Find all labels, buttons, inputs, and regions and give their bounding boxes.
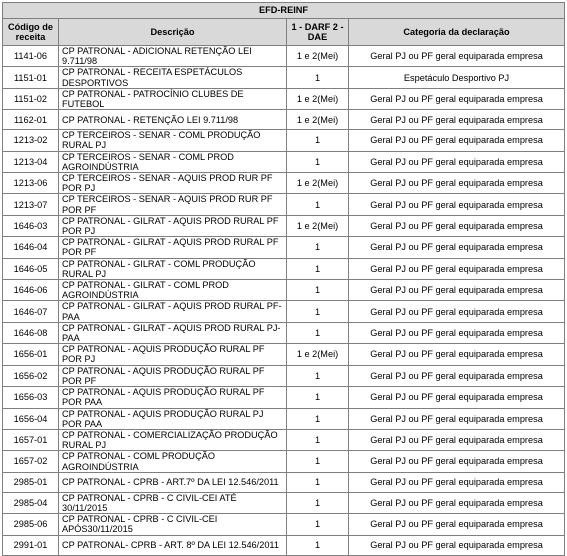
table-row — [3, 408, 565, 429]
cell-category: Geral PJ ou PF geral equiparada empresa — [349, 472, 565, 492]
cell-category: Geral PJ ou PF geral equiparada empresa — [349, 301, 565, 322]
cell-code: 1213-02 — [3, 130, 59, 151]
cell-description: CP PATRONAL- CPRB - ART. 8º DA LEI 12.546/2011 — [59, 535, 287, 555]
cell-darf: 1 — [287, 280, 349, 301]
cell-code: 1162-01 — [3, 110, 59, 130]
table-row — [3, 301, 565, 322]
cell-code: 1646-08 — [3, 322, 59, 343]
table-row — [3, 535, 565, 555]
table-row — [3, 514, 565, 535]
cell-category: Geral PJ ou PF geral equiparada empresa — [349, 387, 565, 408]
cell-darf: 1 — [287, 237, 349, 258]
cell-category: Geral PJ ou PF geral equiparada empresa — [349, 215, 565, 236]
cell-code: 2985-06 — [3, 514, 59, 535]
cell-category: Geral PJ ou PF geral equiparada empresa — [349, 429, 565, 450]
table-row — [3, 88, 565, 109]
cell-description: CP PATRONAL - GILRAT - COML PROD AGROINDÚSTRIA — [59, 280, 287, 301]
cell-code: 1657-01 — [3, 429, 59, 450]
table-title: EFD-REINF — [3, 3, 565, 19]
cell-darf: 1 — [287, 258, 349, 279]
cell-code: 1213-04 — [3, 151, 59, 172]
cell-description: CP TERCEIROS - SENAR - COML PRODUÇÃO RURAL PJ — [59, 130, 287, 151]
cell-code: 1213-07 — [3, 194, 59, 215]
header-description: Descrição — [59, 19, 287, 46]
table-row — [3, 237, 565, 258]
cell-darf: 1 — [287, 472, 349, 492]
cell-category: Geral PJ ou PF geral equiparada empresa — [349, 110, 565, 130]
cell-darf: 1 e 2(Mei) — [287, 173, 349, 194]
cell-darf: 1 e 2(Mei) — [287, 215, 349, 236]
cell-code: 1656-03 — [3, 387, 59, 408]
cell-description: CP PATRONAL - RETENÇÃO LEI 9.711/98 — [59, 110, 287, 130]
cell-darf: 1 — [287, 130, 349, 151]
cell-description: CP PATRONAL - GILRAT - COML PRODUÇÃO RURAL PJ — [59, 258, 287, 279]
efd-reinf-table-container — [2, 2, 564, 556]
cell-code: 1151-02 — [3, 88, 59, 109]
cell-darf: 1 — [287, 322, 349, 343]
cell-description: CP PATRONAL - PATROCÍNIO CLUBES DE FUTEBOL — [59, 88, 287, 109]
table-row — [3, 258, 565, 279]
cell-description: CP PATRONAL - GILRAT - AQUIS PROD RURAL PF-PAA — [59, 301, 287, 322]
cell-category: Geral PJ ou PF geral equiparada empresa — [349, 535, 565, 555]
cell-darf: 1 — [287, 387, 349, 408]
cell-description: CP PATRONAL - GILRAT - AQUIS PROD RURAL PF POR PF — [59, 237, 287, 258]
cell-description: CP TERCEIROS - SENAR - AQUIS PROD RUR PF POR PJ — [59, 173, 287, 194]
cell-code: 2985-04 — [3, 492, 59, 513]
cell-category: Geral PJ ou PF geral equiparada empresa — [349, 151, 565, 172]
table-row — [3, 110, 565, 130]
cell-darf: 1 — [287, 301, 349, 322]
cell-category: Espetáculo Desportivo PJ — [349, 67, 565, 88]
cell-darf: 1 e 2(Mei) — [287, 344, 349, 365]
table-body — [3, 46, 565, 556]
cell-code: 1657-02 — [3, 451, 59, 472]
table-row — [3, 194, 565, 215]
cell-category: Geral PJ ou PF geral equiparada empresa — [349, 492, 565, 513]
table-row — [3, 280, 565, 301]
cell-category: Geral PJ ou PF geral equiparada empresa — [349, 46, 565, 67]
cell-code: 2985-01 — [3, 472, 59, 492]
cell-category: Geral PJ ou PF geral equiparada empresa — [349, 194, 565, 215]
table-row — [3, 46, 565, 67]
cell-category: Geral PJ ou PF geral equiparada empresa — [349, 130, 565, 151]
cell-description: CP PATRONAL - CPRB - ART.7º DA LEI 12.546/2011 — [59, 472, 287, 492]
cell-code: 1151-01 — [3, 67, 59, 88]
cell-code: 1656-01 — [3, 344, 59, 365]
efd-reinf-table — [2, 2, 565, 556]
table-row — [3, 387, 565, 408]
cell-description: CP TERCEIROS - SENAR - AQUIS PROD RUR PF POR PF — [59, 194, 287, 215]
cell-code: 1213-06 — [3, 173, 59, 194]
cell-darf: 1 — [287, 408, 349, 429]
cell-description: CP PATRONAL - GILRAT - AQUIS PROD RURAL PF POR PJ — [59, 215, 287, 236]
cell-category: Geral PJ ou PF geral equiparada empresa — [349, 88, 565, 109]
cell-darf: 1 — [287, 194, 349, 215]
cell-darf: 1 — [287, 67, 349, 88]
table-row — [3, 215, 565, 236]
cell-category: Geral PJ ou PF geral equiparada empresa — [349, 258, 565, 279]
table-row — [3, 429, 565, 450]
cell-description: CP PATRONAL - GILRAT - AQUIS PROD RURAL PJ-PAA — [59, 322, 287, 343]
cell-category: Geral PJ ou PF geral equiparada empresa — [349, 280, 565, 301]
cell-code: 1646-04 — [3, 237, 59, 258]
cell-description: CP PATRONAL - AQUIS PRODUÇÃO RURAL PF POR PF — [59, 365, 287, 386]
cell-description: CP TERCEIROS - SENAR - COML PROD AGROINDÚSTRIA — [59, 151, 287, 172]
cell-darf: 1 — [287, 492, 349, 513]
cell-category: Geral PJ ou PF geral equiparada empresa — [349, 322, 565, 343]
cell-category: Geral PJ ou PF geral equiparada empresa — [349, 237, 565, 258]
table-row — [3, 322, 565, 343]
cell-description: CP PATRONAL - RECEITA ESPETÁCULOS DESPORTIVOS — [59, 67, 287, 88]
cell-code: 2991-01 — [3, 535, 59, 555]
cell-category: Geral PJ ou PF geral equiparada empresa — [349, 408, 565, 429]
table-row — [3, 151, 565, 172]
cell-code: 1646-05 — [3, 258, 59, 279]
cell-darf: 1 — [287, 151, 349, 172]
table-row — [3, 130, 565, 151]
header-code: Código de receita — [3, 19, 59, 46]
table-row — [3, 344, 565, 365]
table-row — [3, 173, 565, 194]
cell-category: Geral PJ ou PF geral equiparada empresa — [349, 173, 565, 194]
cell-code: 1656-04 — [3, 408, 59, 429]
cell-description: CP PATRONAL - AQUIS PRODUÇÃO RURAL PJ POR PAA — [59, 408, 287, 429]
cell-description: CP PATRONAL - ADICIONAL RETENÇÃO LEI 9.711/98 — [59, 46, 287, 67]
cell-description: CP PATRONAL - AQUIS PRODUÇÃO RURAL PF POR PAA — [59, 387, 287, 408]
cell-description: CP PATRONAL - CPRB - C CIVIL-CEI APÓS30/11/2015 — [59, 514, 287, 535]
cell-category: Geral PJ ou PF geral equiparada empresa — [349, 514, 565, 535]
cell-darf: 1 — [287, 451, 349, 472]
cell-category: Geral PJ ou PF geral equiparada empresa — [349, 344, 565, 365]
cell-description: CP PATRONAL - AQUIS PRODUÇÃO RURAL PF POR PJ — [59, 344, 287, 365]
cell-description: CP PATRONAL - COMERCIALIZAÇÃO PRODUÇÃO RURAL PJ — [59, 429, 287, 450]
cell-darf: 1 — [287, 429, 349, 450]
table-row — [3, 472, 565, 492]
cell-code: 1646-03 — [3, 215, 59, 236]
cell-darf: 1 — [287, 535, 349, 555]
header-category: Categoria da declaração — [349, 19, 565, 46]
table-row — [3, 365, 565, 386]
cell-darf: 1 — [287, 514, 349, 535]
cell-description: CP PATRONAL - CPRB - C CIVIL-CEI ATÉ 30/11/2015 — [59, 492, 287, 513]
table-row — [3, 451, 565, 472]
cell-category: Geral PJ ou PF geral equiparada empresa — [349, 451, 565, 472]
table-row — [3, 492, 565, 513]
cell-description: CP PATRONAL - COML PRODUÇÃO AGROINDÚSTRIA — [59, 451, 287, 472]
cell-code: 1141-06 — [3, 46, 59, 67]
cell-darf: 1 — [287, 365, 349, 386]
cell-code: 1646-07 — [3, 301, 59, 322]
cell-darf: 1 e 2(Mei) — [287, 46, 349, 67]
cell-code: 1646-06 — [3, 280, 59, 301]
cell-darf: 1 e 2(Mei) — [287, 110, 349, 130]
table-row — [3, 67, 565, 88]
cell-code: 1656-02 — [3, 365, 59, 386]
cell-category: Geral PJ ou PF geral equiparada empresa — [349, 365, 565, 386]
cell-darf: 1 e 2(Mei) — [287, 88, 349, 109]
header-darf: 1 - DARF 2 - DAE — [287, 19, 349, 46]
